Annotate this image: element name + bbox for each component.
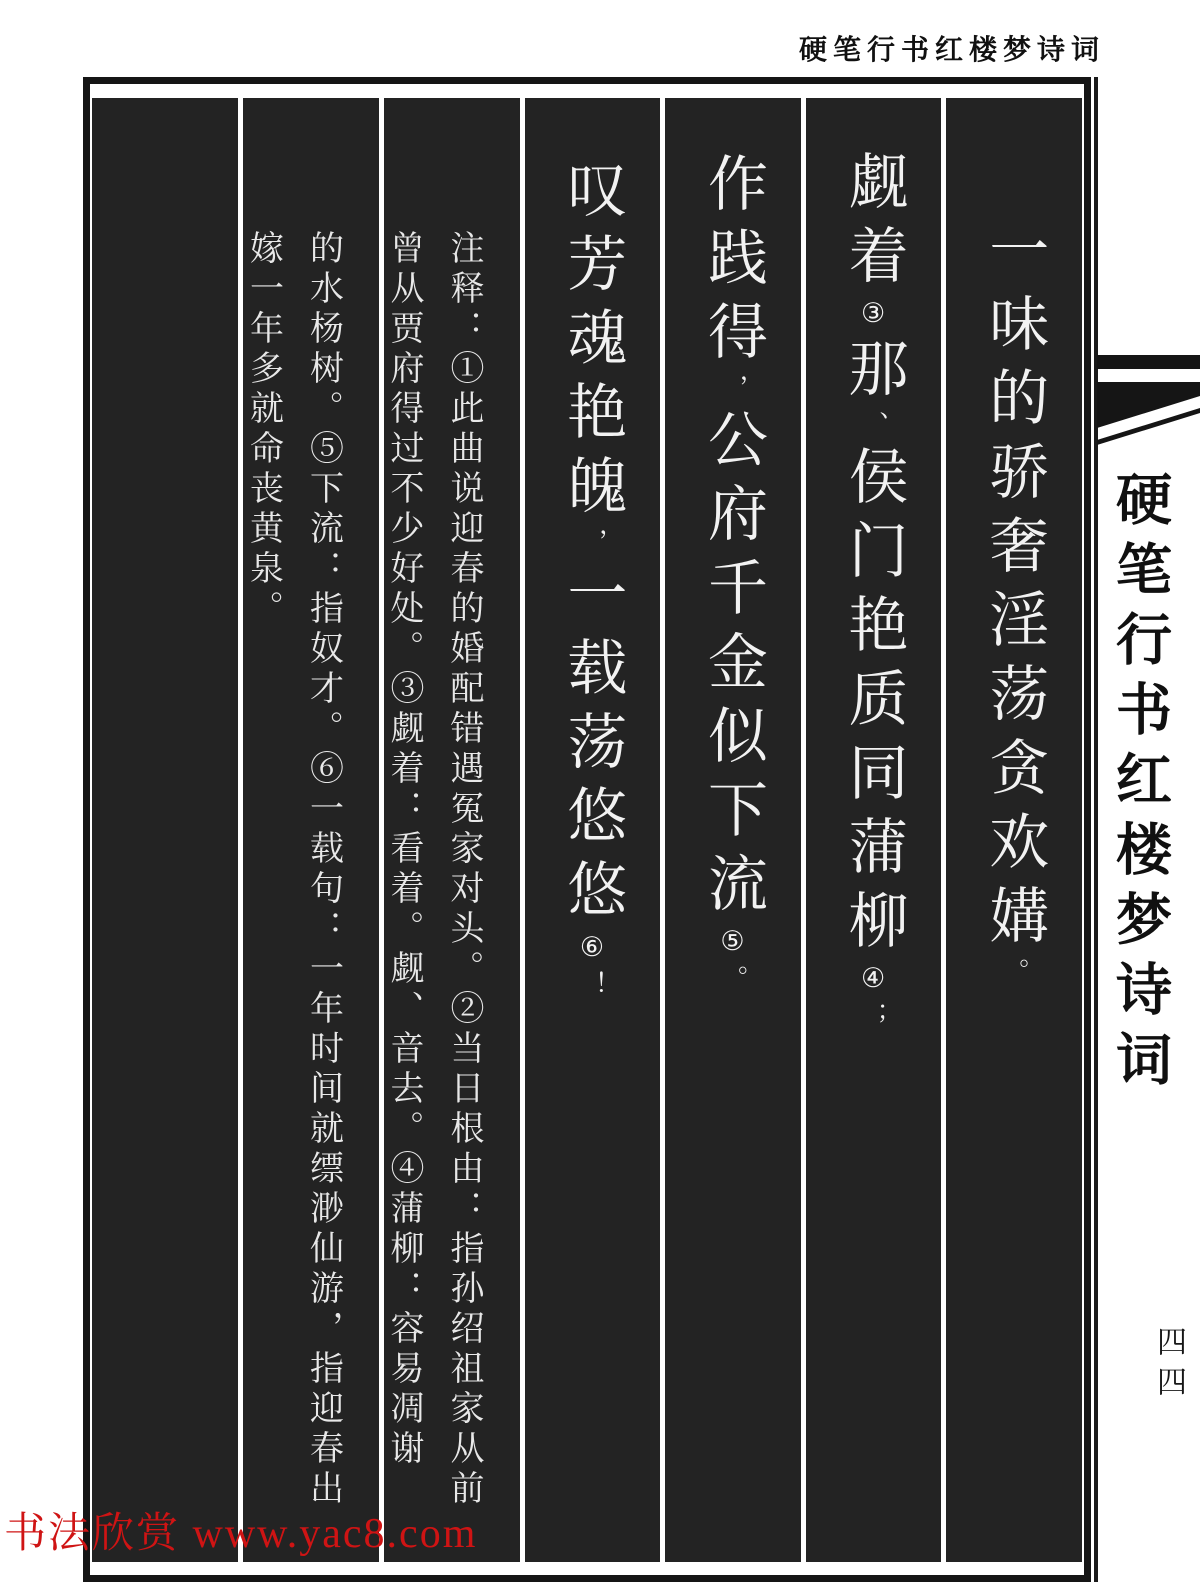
empty-panel — [92, 98, 238, 1562]
poem-column-3 — [665, 98, 801, 1562]
side-title: 硬笔行书红楼梦诗词 — [1108, 470, 1170, 1100]
poem-column-4 — [525, 98, 661, 1562]
calligraphy-panels — [92, 98, 1082, 1562]
page-header-title: 硬笔行书红楼梦诗词 — [798, 35, 1105, 66]
note-line: 嫁一年多就命丧黄泉。 — [244, 230, 282, 630]
poem-column-1 — [946, 98, 1082, 1562]
note-line: 的水杨树。⑤下流：指奴才。⑥一载句：一年时间就缥渺仙游，指迎春出 — [304, 230, 342, 1510]
note-line: 注释：①此曲说迎春的婚配错遇冤家对头。②当日根由：指孙绍祖家从前 — [445, 230, 483, 1510]
poem-line-3: 作践得，公府千金似下流⑤。 — [700, 152, 767, 999]
notes-column-2-wrap — [243, 98, 367, 1562]
notes-column-2 — [243, 98, 379, 1562]
sidebar-rule — [1094, 77, 1098, 1582]
watermark: 书法欣赏 www.yac8.com — [4, 1511, 478, 1557]
notes-column-1 — [384, 98, 520, 1562]
page-number: 四四 — [1152, 1326, 1185, 1406]
notes-column-1-wrap — [384, 98, 508, 1562]
poem-column-2 — [806, 98, 942, 1562]
poem-line-4: 叹芳魂艳魄，一载荡悠悠⑥！ — [559, 158, 626, 1005]
corner-decoration-icon — [1097, 352, 1200, 448]
main-frame — [83, 77, 1091, 1582]
poem-line-1: 一味的骄奢淫荡贪欢媾。 — [981, 218, 1048, 992]
note-line: 曾从贾府得过不少好处。③觑着：看着。觑、音去。④蒲柳：容易凋谢 — [385, 230, 423, 1470]
poem-line-2: 觑着③那、侯门艳质同蒲柳④； — [840, 150, 907, 1036]
